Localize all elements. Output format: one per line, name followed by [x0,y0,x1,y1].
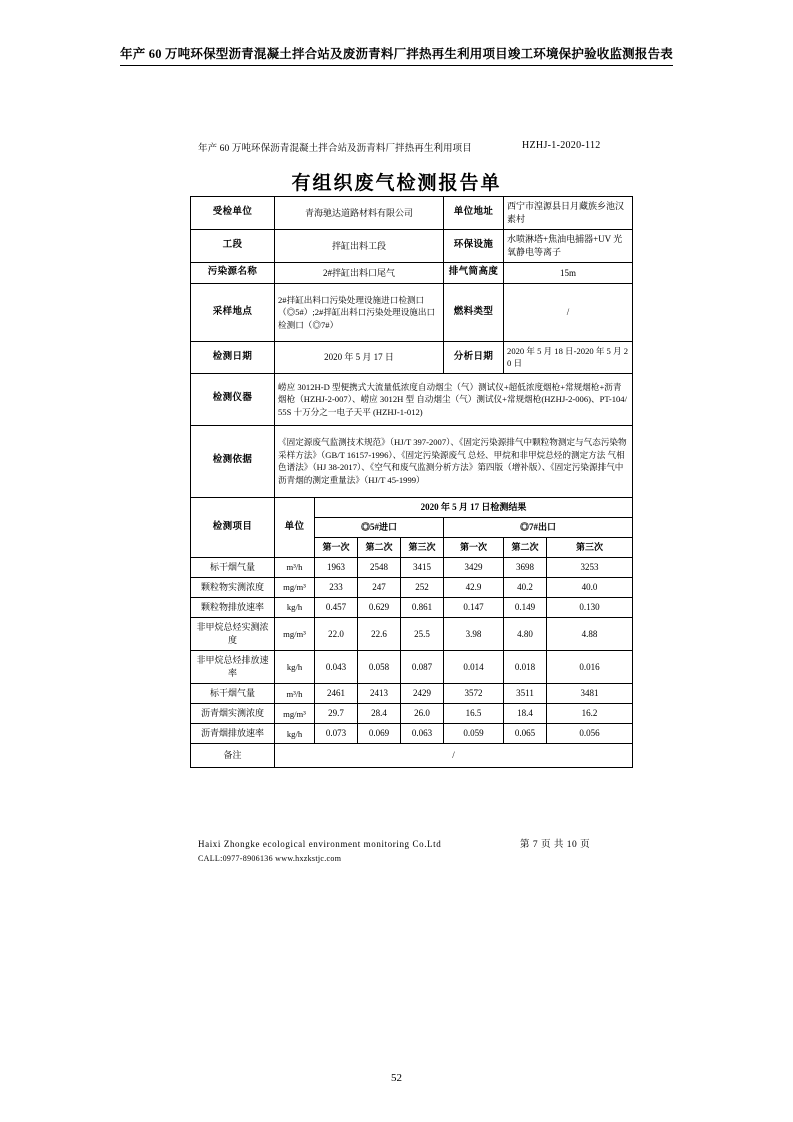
row-value: 22.0 [315,618,358,651]
row-value: 3.98 [444,618,504,651]
row-unit: kg/h [275,724,315,744]
table-row [191,744,633,768]
header-time-3: 第三次 [401,537,444,557]
row-value: 3253 [547,558,633,578]
label-sampling-location: 采样地点 [191,283,275,341]
running-header [0,44,793,66]
table-row [191,263,633,284]
row-value: 40.0 [547,578,633,598]
row-value: 1963 [315,558,358,578]
label-analysis-date: 分析日期 [444,341,504,373]
row-value: 2413 [358,684,401,704]
row-value: 26.0 [401,704,444,724]
header-time-2: 第二次 [358,537,401,557]
row-value: 25.5 [401,618,444,651]
footer-contact: CALL:0977-8906136 www.hxzkstjc.com [198,854,342,864]
row-value: 0.069 [358,724,401,744]
table-row [191,197,633,230]
label-test-basis: 检测依据 [191,425,275,497]
row-value: 252 [401,578,444,598]
row-value: 0.147 [444,598,504,618]
value-pollution-source: 2#拌缸出料口尾气 [275,263,444,284]
table-row [191,425,633,497]
label-env-facility: 环保设施 [444,230,504,263]
row-item: 标干烟气量 [191,558,275,578]
row-value: 0.063 [401,724,444,744]
value-sampling-location: 2#拌缸出料口污染处理设施进口检测口（◎5#）;2#拌缸出料口污染处理设施出口检测口（◎7#） [275,283,444,341]
row-unit: m³/h [275,684,315,704]
row-value: 0.056 [547,724,633,744]
project-subtitle: 年产 60 万吨环保沥青混凝土拌合站及沥青料厂拌热再生利用项目 [198,144,472,154]
label-inspected-unit: 受检单位 [191,197,275,230]
row-value: 0.059 [444,724,504,744]
row-value: 16.2 [547,704,633,724]
row-value: 3572 [444,684,504,704]
row-value: 3481 [547,684,633,704]
row-unit: kg/h [275,651,315,684]
row-value: 0.016 [547,651,633,684]
row-item: 颗粒物排放速率 [191,598,275,618]
row-value: 0.018 [504,651,547,684]
header-result-title: 2020 年 5 月 17 日检测结果 [315,497,633,517]
report-table [190,196,633,768]
row-value: 0.073 [315,724,358,744]
row-value: 0.014 [444,651,504,684]
table-row [191,283,633,341]
value-fuel-type: / [504,283,633,341]
value-unit-address: 西宁市湟源县日月藏族乡池汉素村 [504,197,633,230]
header-time-5: 第二次 [504,537,547,557]
label-fuel-type: 燃料类型 [444,283,504,341]
row-unit: mg/m³ [275,618,315,651]
row-item: 沥青烟排放速率 [191,724,275,744]
running-header-text: 年产 60 万吨环保型沥青混凝土拌合站及废沥青料厂拌热再生利用项目竣工环境保护验收监测报告表 [120,44,673,66]
row-value: 4.80 [504,618,547,651]
table-row [191,373,633,425]
value-instruments: 崂应 3012H-D 型便携式大流量低浓度自动烟尘（气）测试仪+超低浓度烟枪+常规烟枪+沥青烟枪（HZHJ-2-007）、崂应 3012H 型 自动烟尘（气）测试仪+常规烟枪(HZHJ-2-006)、PT-104/55S 十万分之一电子天平 (HZHJ-1-012) [275,373,633,425]
row-value: 22.6 [358,618,401,651]
row-value: 3698 [504,558,547,578]
row-value: 18.4 [504,704,547,724]
value-work-section: 拌缸出料工段 [275,230,444,263]
row-value: 0.457 [315,598,358,618]
table-row [191,618,633,651]
row-item: 沥青烟实测浓度 [191,704,275,724]
header-time-4: 第一次 [444,537,504,557]
header-unit: 单位 [275,497,315,557]
footer-page-info: 第 7 页 共 10 页 [520,840,591,850]
label-stack-height: 排气筒高度 [444,263,504,284]
row-value: 2461 [315,684,358,704]
row-unit: mg/m³ [275,704,315,724]
label-pollution-source: 污染源名称 [191,263,275,284]
table-row [191,724,633,744]
row-value: 2429 [401,684,444,704]
row-value: 3415 [401,558,444,578]
table-row [191,497,633,517]
row-item: 标干烟气量 [191,684,275,704]
value-env-facility: 水喷淋塔+焦油电捕器+UV 光氧静电等离子 [504,230,633,263]
row-value: 0.861 [401,598,444,618]
row-value: 0.130 [547,598,633,618]
row-item: 非甲烷总烃实测浓度 [191,618,275,651]
row-value: 0.065 [504,724,547,744]
row-value: 42.9 [444,578,504,598]
row-value: 3429 [444,558,504,578]
row-value: 0.043 [315,651,358,684]
label-instruments: 检测仪器 [191,373,275,425]
table-row [191,558,633,578]
table-row [191,230,633,263]
row-value: 4.88 [547,618,633,651]
row-unit: kg/h [275,598,315,618]
row-item: 非甲烷总烃排放速率 [191,651,275,684]
row-value: 0.629 [358,598,401,618]
label-unit-address: 单位地址 [444,197,504,230]
row-value: 3511 [504,684,547,704]
value-test-basis: 《固定源废气监测技术规范》（HJ/T 397-2007）、《固定污染源排气中颗粒物测定与气态污染物采样方法》（GB/T 16157-1996）、《固定污染源废气 总烃、甲烷和非甲烷总烃的测定方法 气相色谱法》（HJ 38-2017）、《空气和废气监测分析方法》第四版（增补版）、《固定污染源排气中沥青烟的测定重量法》（HJ/T 45-1999） [275,425,633,497]
table-row [191,704,633,724]
table-row [191,651,633,684]
label-work-section: 工段 [191,230,275,263]
value-stack-height: 15m [504,263,633,284]
row-value: 2548 [358,558,401,578]
row-value: 28.4 [358,704,401,724]
header-time-1: 第一次 [315,537,358,557]
header-item: 检测项目 [191,497,275,557]
row-unit: mg/m³ [275,578,315,598]
value-remark: / [275,744,633,768]
header-group-outlet: ◎7#出口 [444,517,633,537]
row-value: 0.058 [358,651,401,684]
table-row [191,341,633,373]
table-row [191,578,633,598]
value-analysis-date: 2020 年 5 月 18 日-2020 年 5 月 20 日 [504,341,633,373]
row-value: 29.7 [315,704,358,724]
document-code: HZHJ-1-2020-112 [522,140,601,151]
row-value: 40.2 [504,578,547,598]
label-test-date: 检测日期 [191,341,275,373]
row-value: 247 [358,578,401,598]
label-remark: 备注 [191,744,275,768]
row-item: 颗粒物实测浓度 [191,578,275,598]
table-row [191,684,633,704]
row-value: 0.087 [401,651,444,684]
table-row [191,598,633,618]
row-value: 16.5 [444,704,504,724]
row-value: 0.149 [504,598,547,618]
header-time-6: 第三次 [547,537,633,557]
value-inspected-unit: 青海驰达道路材料有限公司 [275,197,444,230]
row-unit: m³/h [275,558,315,578]
page-number: 52 [391,1072,402,1084]
row-value: 233 [315,578,358,598]
value-test-date: 2020 年 5 月 17 日 [275,341,444,373]
page-title: 有组织废气检测报告单 [291,173,502,194]
header-group-inlet: ◎5#进口 [315,517,444,537]
footer-company-name: Haixi Zhongke ecological environment monitoring Co.Ltd [198,839,442,849]
footer-lab-info [198,836,441,867]
